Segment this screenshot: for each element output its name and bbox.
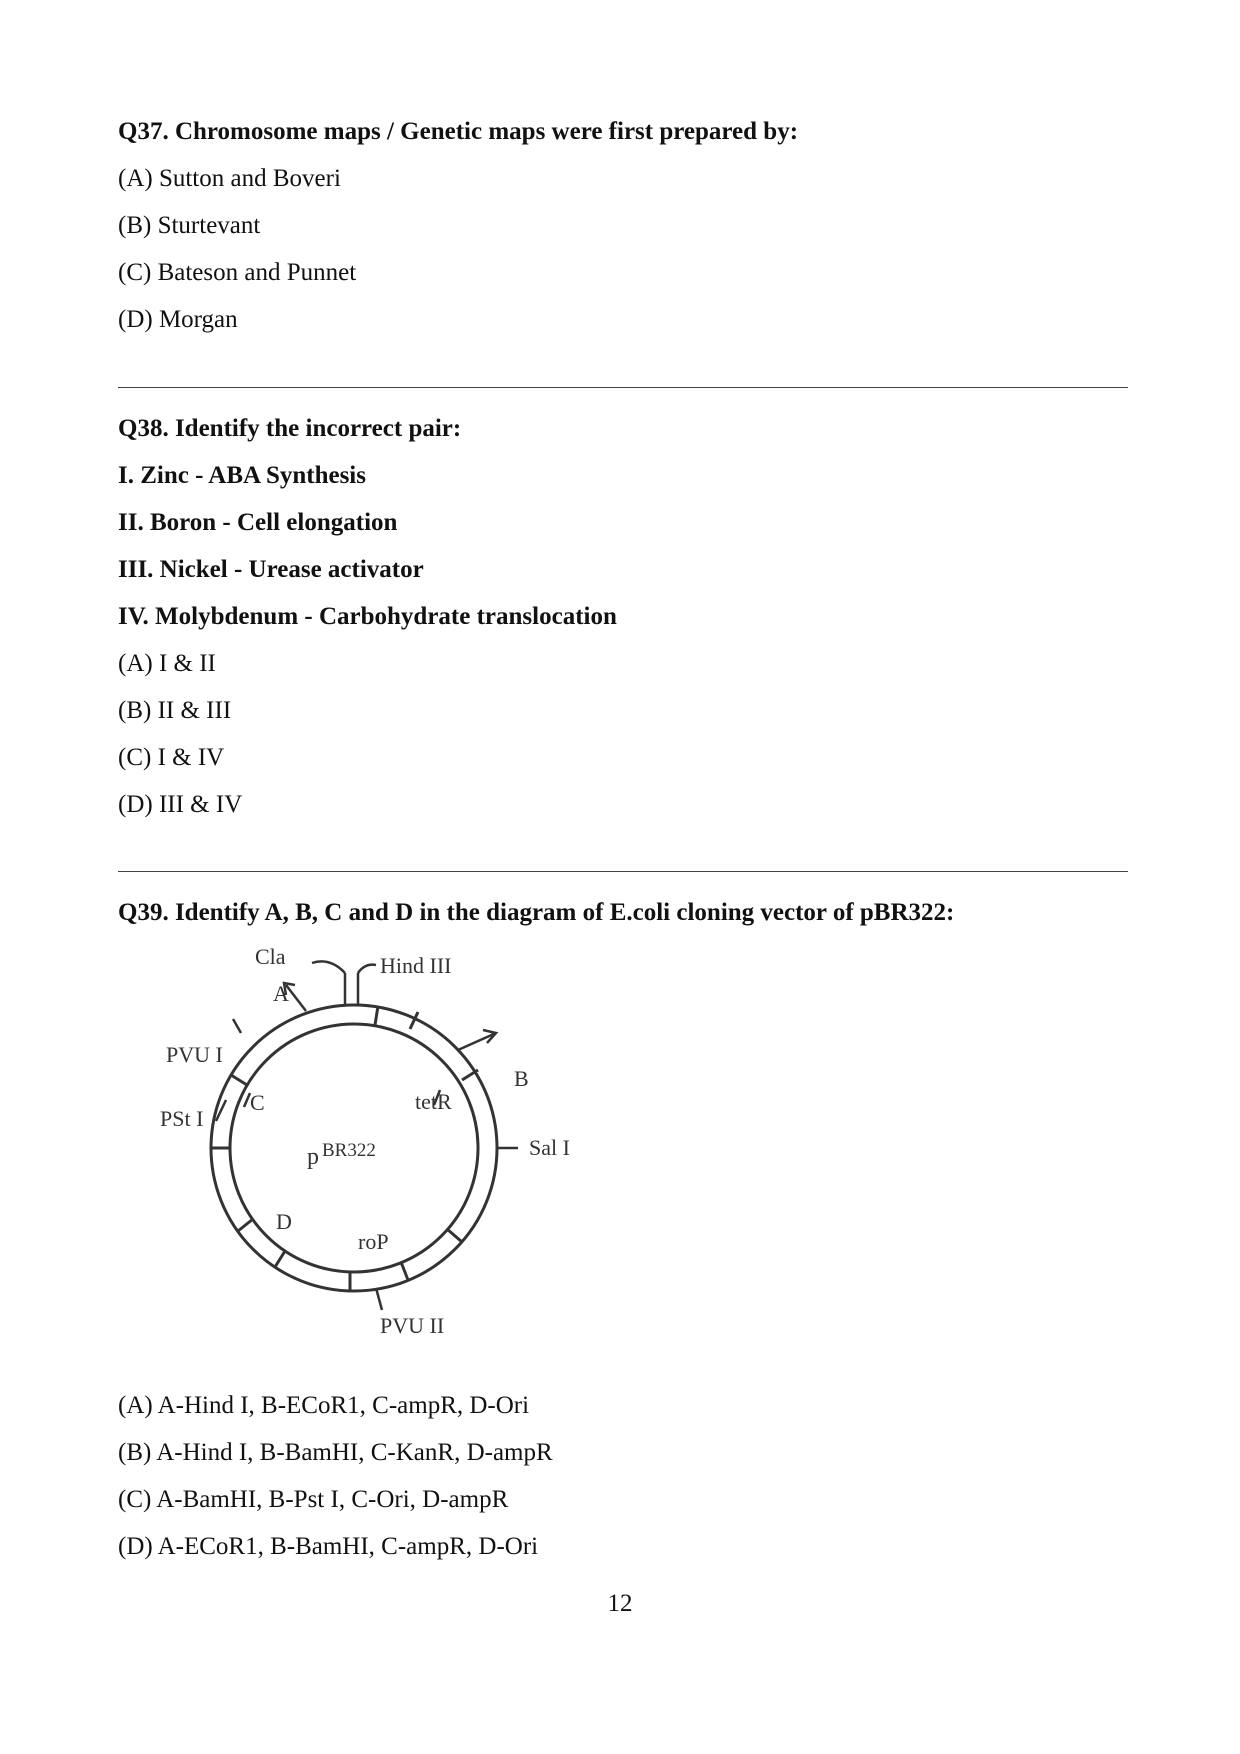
plasmid-name: BR322: [322, 1140, 376, 1161]
page-number: 12: [607, 1590, 633, 1617]
pair-38-i: I. Zinc - ABA Synthesis: [118, 462, 366, 489]
gene-label-tetr: tetR: [415, 1089, 452, 1114]
site-label-pvu-ii: PVU II: [380, 1313, 445, 1338]
option-37-b: (B) Sturtevant: [118, 212, 261, 239]
pair-38-iii: III. Nickel - Urease activator: [118, 556, 424, 583]
plasmid-name-prefix: p: [307, 1144, 319, 1170]
site-label-sal-i: Sal I: [529, 1135, 570, 1160]
option-37-a: (A) Sutton and Boveri: [118, 165, 341, 192]
pair-38-iv: IV. Molybdenum - Carbohydrate translocation: [118, 603, 617, 630]
option-38-c: (C) I & IV: [118, 744, 225, 771]
question-38-text: Q38. Identify the incorrect pair:: [118, 415, 462, 442]
site-label-cla: Cla: [255, 944, 286, 969]
gene-label-c: C: [250, 1090, 265, 1115]
option-38-a: (A) I & II: [118, 650, 216, 677]
question-39-text: Q39. Identify A, B, C and D in the diagram of E.coli cloning vector of pBR322:: [118, 899, 955, 926]
option-39-c: (C) A-BamHI, B-Pst I, C-Ori, D-ampR: [118, 1486, 509, 1513]
site-label-b: B: [514, 1066, 529, 1091]
question-39-options: [118, 1382, 553, 1570]
divider: [118, 871, 1128, 872]
site-label-pvu-i: PVU I: [166, 1042, 223, 1067]
option-38-d: (D) III & IV: [118, 791, 243, 818]
option-39-d: (D) A-ECoR1, B-BamHI, C-ampR, D-Ori: [118, 1533, 539, 1560]
pair-38-ii: II. Boron - Cell elongation: [118, 509, 398, 536]
divider: [118, 387, 1128, 388]
question-37-text: Q37. Chromosome maps / Genetic maps were first prepared by:: [118, 118, 799, 145]
question-39: [118, 889, 1128, 936]
option-38-b: (B) II & III: [118, 697, 232, 724]
pbr322-plasmid-diagram: [140, 935, 610, 1365]
gene-label-d: D: [276, 1209, 292, 1234]
site-label-pst-i: PSt I: [160, 1106, 204, 1131]
question-37: [118, 108, 1128, 343]
option-39-b: (B) A-Hind I, B-BamHI, C-KanR, D-ampR: [118, 1439, 553, 1466]
site-label-hind-iii: Hind III: [380, 953, 452, 978]
question-38: [118, 405, 1128, 828]
option-37-c: (C) Bateson and Punnet: [118, 259, 357, 286]
option-37-d: (D) Morgan: [118, 306, 238, 333]
site-label-a: A: [273, 981, 289, 1006]
option-39-a: (A) A-Hind I, B-ECoR1, C-ampR, D-Ori: [118, 1392, 530, 1419]
gene-label-rop: roP: [358, 1229, 389, 1254]
